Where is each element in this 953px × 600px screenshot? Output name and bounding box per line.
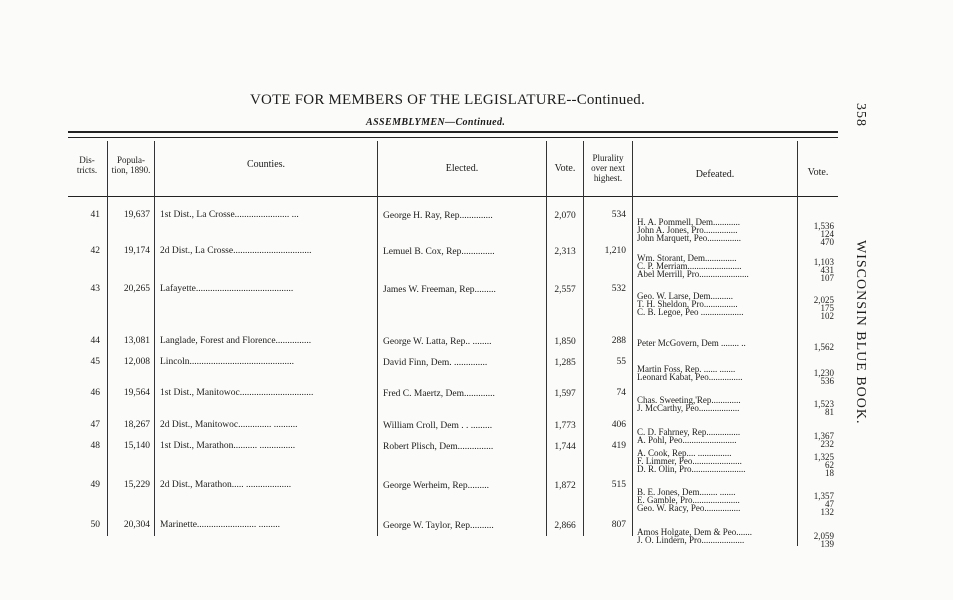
district-number: 42	[90, 246, 100, 256]
population-value: 19,637	[123, 210, 150, 220]
district-number: 46	[90, 388, 100, 398]
plurality-value: 406	[611, 420, 626, 430]
defeated-name: H. A. Pommell, Dem............	[637, 218, 740, 227]
page-subtitle: ASSEMBLYMEN—Continued.	[366, 117, 506, 128]
defeated-vote: 1,367	[813, 431, 834, 441]
plurality-value: 288	[611, 336, 626, 346]
header-elected: Elected.	[445, 163, 479, 174]
defeated-name: Abel Merrill, Pro......................	[637, 270, 749, 279]
elected-vote: 1,850	[554, 337, 576, 347]
county-name: 1st Dist., Marathon.......... ...............	[160, 441, 296, 451]
defeated-name: T. H. Sheldon, Pro...............	[637, 300, 738, 309]
defeated-vote: 536	[820, 376, 834, 386]
header-defeated-vote: Vote.	[807, 167, 829, 178]
plurality-value: 419	[611, 441, 626, 451]
defeated-name: Martin Foss, Rep. ...... .......	[637, 365, 736, 374]
county-name: 2d Dist., Manitowoc.............. ..........	[160, 420, 298, 430]
elected-name: Fred C. Maertz, Dem.............	[383, 389, 495, 399]
elected-name: George W. Latta, Rep.. ........	[383, 337, 492, 347]
district-number: 44	[90, 336, 100, 346]
elected-vote: 1,773	[554, 421, 576, 431]
defeated-vote: 102	[820, 311, 834, 321]
defeated-name: F. Limmer, Peo......................	[637, 457, 742, 466]
header-population: Popula- tion, 1890.	[111, 155, 151, 175]
defeated-vote: 1,325	[813, 452, 834, 462]
defeated-vote: 81	[825, 407, 834, 417]
column-divider	[154, 141, 155, 536]
district-number: 49	[90, 480, 100, 490]
county-name: 1st Dist., Manitowoc...............................	[160, 388, 314, 398]
population-value: 13,081	[123, 336, 150, 346]
defeated-name: C. D. Fahrney, Rep...............	[637, 428, 741, 437]
defeated-vote: 107	[820, 273, 834, 283]
population-value: 12,008	[123, 357, 150, 367]
defeated-name: Peter McGovern, Dem ........ ..	[637, 339, 746, 348]
defeated-name: A. Cook, Rep.... ...............	[637, 449, 732, 458]
plurality-value: 1,210	[604, 246, 626, 256]
defeated-name: John A. Jones, Pro...............	[637, 226, 738, 235]
defeated-name: Geo. W. Racy, Peo................	[637, 504, 741, 513]
header-plurality: Plurality over next highest.	[591, 153, 625, 183]
defeated-name: J. O. Lindern, Pro...................	[637, 536, 745, 545]
county-name: 1st Dist., La Crosse....................... ...	[160, 210, 299, 220]
district-number: 48	[90, 441, 100, 451]
elected-name: David Finn, Dem. ..............	[383, 358, 488, 368]
elected-name: William Croll, Dem . . .........	[383, 421, 493, 431]
elected-name: Lemuel B. Cox, Rep..............	[383, 247, 495, 257]
plurality-value: 55	[616, 357, 626, 367]
defeated-name: C. P. Merriam........................	[637, 262, 742, 271]
defeated-name: Wm. Storant, Dem..............	[637, 254, 737, 263]
defeated-vote: 2,025	[813, 295, 834, 305]
elected-vote: 2,557	[554, 285, 576, 295]
population-value: 19,174	[123, 246, 150, 256]
elected-name: George H. Ray, Rep..............	[383, 211, 493, 221]
defeated-vote: 431	[820, 265, 834, 275]
population-value: 20,265	[123, 284, 150, 294]
defeated-vote: 1,230	[813, 368, 834, 378]
plurality-value: 534	[611, 210, 626, 220]
elected-vote: 2,070	[554, 211, 576, 221]
header-counties: Counties.	[246, 159, 286, 170]
defeated-name: Amos Holgate, Dem & Peo.......	[637, 528, 752, 537]
population-value: 19,564	[123, 388, 150, 398]
population-value: 15,229	[123, 480, 150, 490]
elected-vote: 1,597	[554, 389, 576, 399]
county-name: Marinette......................... .........	[160, 520, 281, 530]
county-name: 2d Dist., Marathon..... ...................	[160, 480, 292, 490]
county-name: Langlade, Forest and Florence...............	[160, 336, 312, 346]
header-districts: Dis- tricts.	[76, 155, 98, 175]
defeated-vote: 124	[820, 229, 834, 239]
district-number: 47	[90, 420, 100, 430]
defeated-vote: 1,357	[813, 491, 834, 501]
defeated-name: C. B. Legoe, Peo ...................	[637, 308, 744, 317]
elected-name: Robert Plisch, Dem...............	[383, 442, 494, 452]
county-name: 2d Dist., La Crosse.................................	[160, 246, 312, 256]
district-number: 43	[90, 284, 100, 294]
defeated-name: John Marquett, Peo...............	[637, 234, 741, 243]
elected-vote: 1,744	[554, 442, 576, 452]
column-divider	[377, 141, 378, 536]
population-value: 15,140	[123, 441, 150, 451]
defeated-name: B. E. Jones, Dem........ .......	[637, 488, 736, 497]
top-rule-thin	[68, 137, 838, 138]
column-divider	[797, 141, 798, 546]
defeated-vote: 62	[825, 460, 834, 470]
defeated-vote: 1,562	[813, 342, 834, 352]
district-number: 50	[90, 520, 100, 530]
elected-vote: 2,866	[554, 521, 576, 531]
defeated-name: E. Gamble, Pro.....................	[637, 496, 740, 505]
top-rule	[68, 131, 838, 133]
plurality-value: 532	[611, 284, 626, 294]
header-vote: Vote.	[554, 163, 576, 174]
elected-name: George Werheim, Rep.........	[383, 481, 489, 491]
county-name: Lincoln............................................	[160, 357, 295, 367]
district-number: 45	[90, 357, 100, 367]
defeated-name: Geo. W. Larse, Dem..........	[637, 292, 733, 301]
page-title: VOTE FOR MEMBERS OF THE LEGISLATURE--Continued.	[250, 92, 645, 108]
defeated-vote: 2,059	[813, 531, 834, 541]
defeated-vote: 1,536	[813, 221, 834, 231]
defeated-vote: 175	[820, 303, 834, 313]
county-name: Lafayette.........................................	[160, 284, 294, 294]
district-number: 41	[90, 210, 100, 220]
elected-name: James W. Freeman, Rep.........	[383, 285, 496, 295]
plurality-value: 515	[611, 480, 626, 490]
defeated-vote: 139	[820, 539, 834, 549]
elected-vote: 2,313	[554, 247, 576, 257]
defeated-name: J. McCarthy, Peo..................	[637, 404, 740, 413]
elected-vote: 1,285	[554, 358, 576, 368]
defeated-vote: 1,103	[813, 257, 834, 267]
defeated-name: Leonard Kabat, Peo...............	[637, 373, 743, 382]
defeated-name: Chas. Sweeting,'Rep.............	[637, 396, 741, 405]
header-rule	[68, 196, 838, 197]
defeated-vote: 47	[825, 499, 834, 509]
defeated-vote: 1,523	[813, 399, 834, 409]
plurality-value: 807	[611, 520, 626, 530]
column-divider	[583, 141, 584, 536]
elected-name: George W. Taylor, Rep..........	[383, 521, 494, 531]
book-title: WISCONSIN BLUE BOOK.	[853, 240, 868, 425]
plurality-value: 74	[616, 388, 626, 398]
page-number: 358	[853, 103, 868, 127]
column-divider	[632, 141, 633, 536]
population-value: 20,304	[123, 520, 150, 530]
defeated-vote: 18	[825, 468, 834, 478]
defeated-name: A. Pohl, Peo........................	[637, 436, 737, 445]
defeated-name: D. R. Olin, Pro........................	[637, 465, 746, 474]
population-value: 18,267	[123, 420, 150, 430]
elected-vote: 1,872	[554, 481, 576, 491]
header-defeated: Defeated.	[695, 169, 735, 180]
defeated-vote: 132	[820, 507, 834, 517]
column-divider	[107, 141, 108, 536]
defeated-vote: 232	[820, 439, 834, 449]
defeated-vote: 470	[820, 237, 834, 247]
